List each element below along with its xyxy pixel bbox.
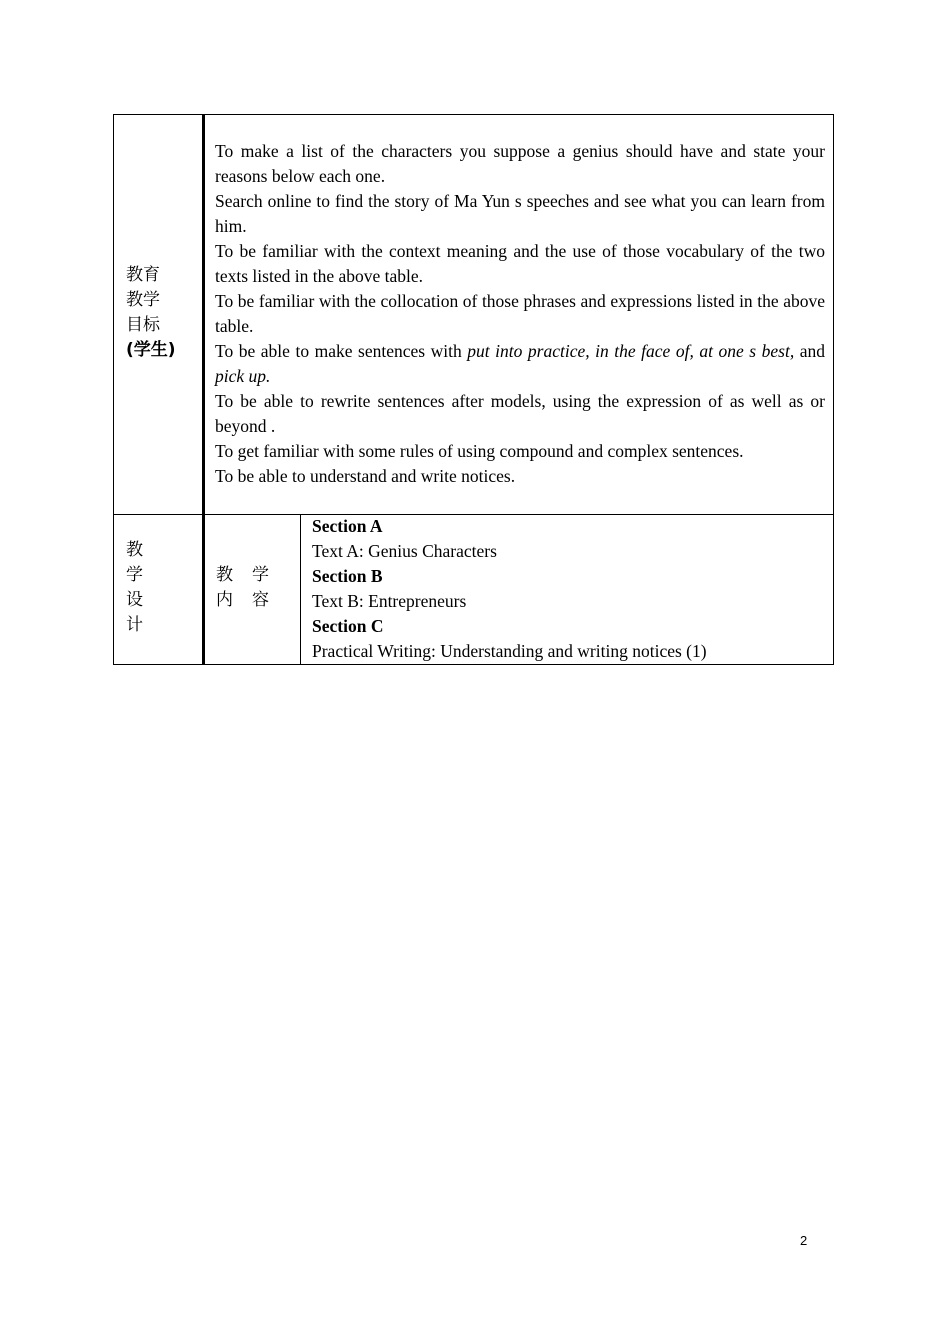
section-text: Text A: Genius Characters: [312, 541, 497, 561]
page-number: 2: [800, 1233, 808, 1248]
content-label-line: 教学: [216, 565, 288, 585]
objectives-label: [126, 263, 176, 363]
objective-text: and: [794, 341, 825, 361]
section-text: Text B: Entrepreneurs: [312, 591, 467, 611]
objective-item: To be able to rewrite sentences after models, using the expression of as well as or beyond .: [215, 391, 825, 436]
objective-item: [215, 339, 825, 389]
objective-item: Search online to find the story of Ma Yun s speeches and see what you can learn from him.: [215, 191, 825, 236]
lesson-plan-table: [113, 114, 834, 665]
objective-item: To make a list of the characters you suppose a genius should have and state your reasons below each one.: [215, 141, 825, 186]
content-column-divider: [300, 514, 301, 664]
design-label-char: 学: [126, 565, 143, 585]
teaching-contents: [312, 514, 822, 664]
objective-item: To get familiar with some rules of using compound and complex sentences.: [215, 441, 744, 461]
content-label: [216, 563, 288, 613]
section-heading: Section C: [312, 616, 384, 636]
objective-item: To be familiar with the context meaning and the use of those vocabulary of the two texts listed in the above table.: [215, 241, 825, 286]
objective-item: To be familiar with the collocation of those phrases and expressions listed in the above table.: [215, 291, 825, 336]
objectives-text: [215, 139, 825, 489]
objectives-label-line: 教学: [126, 290, 160, 310]
section-text: Practical Writing: Understanding and writing notices (1): [312, 641, 707, 661]
content-label-line: 内容: [216, 590, 288, 610]
objective-phrase: pick up.: [215, 366, 271, 386]
column-divider: [202, 115, 205, 664]
design-label-char: 设: [126, 590, 143, 610]
objective-item: To be able to understand and write notices.: [215, 466, 516, 486]
design-label-char: 教: [126, 540, 143, 560]
objectives-label-student: (学生): [126, 340, 176, 360]
objectives-label-line: 目标: [126, 315, 160, 335]
objective-phrase: put into practice, in the face of, at one s best,: [467, 341, 795, 361]
objectives-label-line: 教育: [126, 265, 160, 285]
objective-text: To be able to make sentences with: [215, 341, 468, 361]
design-label: [126, 538, 143, 638]
section-heading: Section A: [312, 516, 383, 536]
design-label-char: 计: [126, 615, 143, 635]
section-heading: Section B: [312, 566, 383, 586]
